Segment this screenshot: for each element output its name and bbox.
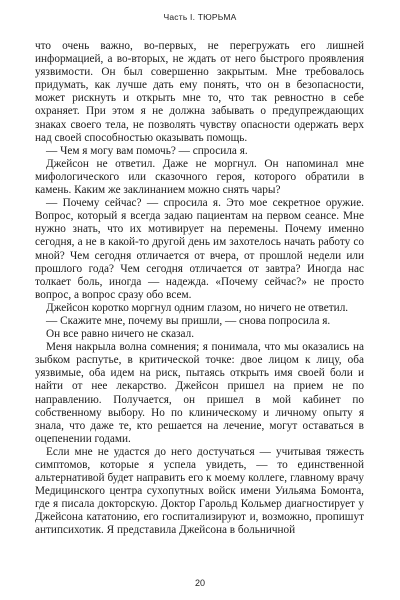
body-text bbox=[35, 40, 364, 538]
paragraph: Джейсон коротко моргнул одним глазом, но ничего не ответил. bbox=[46, 301, 349, 314]
paragraph: — Скажите мне, почему вы пришли, — снова попросила я. bbox=[46, 314, 331, 327]
paragraph: что очень важно, во-первых, не перегружать его лишней информацией, а во-вторых, не ждать от него быстрого проявления уязвимости. Он был совершенно закрытым. Мне требовалось придумать, как лучше дать ему понять, что он в безопасности, может рискнуть и открыть мне то, что так ревностно в себе охраняет. При этом я не должна забывать о предупреждающих знаках своего тела, не позволять чувству опасности одержать верх над своей способностью оказывать помощь. bbox=[35, 40, 364, 144]
paragraph: Джейсон не ответил. Даже не моргнул. Он напоминал мне мифологического или сказочного героя, которого обратили в камень. Каким же заклинанием можно снять чары? bbox=[35, 157, 364, 197]
paragraph: Если мне не удастся до него достучаться — учитывая тяжесть симптомов, которые я успела увидеть, — то единственной альтернативой будет направить его к моему коллеге, главному врачу Медицинского центра сухопутных войск имени Уильяма Бомонта, где я писала докторскую. Доктор Гарольд Кольмер диагностирует у Джейсона кататонию, его госпитализируют и, возможно, пропишут антипсихотик. Я представила Джейсона в больничной bbox=[35, 445, 364, 537]
running-header: Часть I. ТЮРЬМА bbox=[163, 12, 237, 22]
paragraph: — Почему сейчас? — спросила я. Это мое секретное оружие. Вопрос, который я всегда задаю пациентам на первом сеансе. Мне нужно знать, что их мотивирует на перемены. Почему именно сегодня, а не в какой-то другой день им захотелось начать работу со мной? Чем сегодня отличается от вчера, от прошлой недели или прошлого года? Чем сегодня отличается от завтра? Иногда нас толкает боль, иногда — надежда. «Почему сейчас?» не просто вопрос, а вопрос сразу обо всем. bbox=[35, 197, 364, 301]
paragraph: Он все равно ничего не сказал. bbox=[46, 328, 195, 341]
page-number: 20 bbox=[194, 578, 205, 588]
paragraph: — Чем я могу вам помочь? — спросила я. bbox=[46, 144, 248, 157]
paragraph: Меня накрыла волна сомнения; я понимала, что мы оказались на зыбком распутье, в критической точке: двое лицом к лицу, оба уязвимые, оба идем на риск, пытаясь открыть имя своей боли и найти от нее лекарство. Джейсон пришел на прием не по направлению. Получается, он пришел в мой кабинет по собственному выбору. Но по клиническому и личному опыту я знала, что даже те, кто решается на лечение, могут оставаться в оцепенении годами. bbox=[35, 341, 364, 445]
